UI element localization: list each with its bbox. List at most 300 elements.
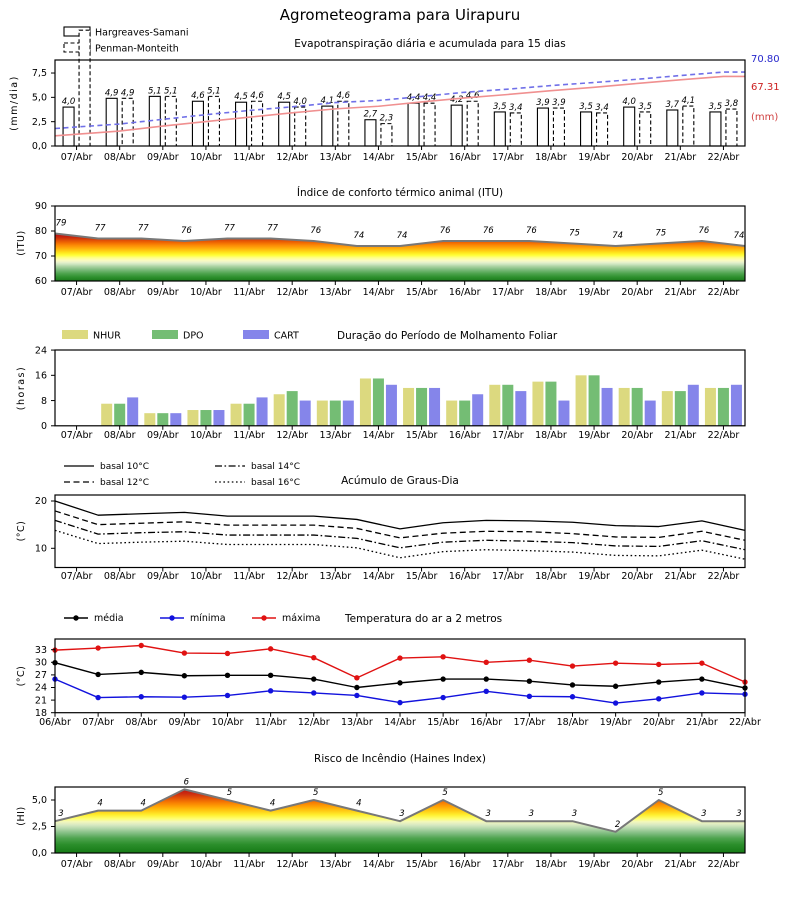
value-label: 3 — [701, 809, 707, 820]
eto-value-label: 3,8 — [724, 99, 739, 110]
x-tick-label: 14/Abr — [362, 859, 395, 870]
legend-label-penman: Penman-Monteith — [95, 43, 179, 55]
x-tick-label: 13/Abr — [319, 571, 352, 582]
eto-bar-hs — [106, 98, 117, 146]
eto-value-label: 5,1 — [148, 86, 162, 97]
temp-marker — [182, 650, 187, 655]
temp-marker — [397, 680, 402, 685]
eto-value-label: 3,4 — [509, 102, 523, 113]
eto-value-label: 4,0 — [622, 97, 636, 108]
temp-marker — [440, 695, 445, 700]
y-tick-label: 0,0 — [31, 848, 47, 860]
x-tick-label: 11/Abr — [254, 717, 287, 728]
y-tick-label: 7,5 — [31, 68, 47, 80]
eto-value-label: 4,6 — [465, 91, 480, 102]
eto-value-label: 2,7 — [363, 109, 378, 120]
y-tick-label: 33 — [34, 644, 47, 656]
legend-label-1: mínima — [190, 613, 226, 624]
x-tick-label: 13/Abr — [319, 152, 352, 163]
eto-value-label: 4,6 — [250, 91, 264, 102]
eto-bar-hs — [624, 107, 635, 146]
x-tick-label: 10/Abr — [190, 430, 222, 441]
chart-title-evapotranspiracao: Evapotranspiração diária e acumulada para 15 dias — [294, 38, 566, 50]
x-tick-label: 12/Abr — [276, 859, 309, 870]
legend-marker-1 — [169, 615, 174, 620]
eto-bar-hs — [365, 120, 376, 146]
x-tick-label: 08/Abr — [103, 571, 136, 582]
molhamento-bar-nhur — [619, 388, 630, 426]
temp-marker — [397, 655, 402, 660]
x-tick-label: 21/Abr — [664, 430, 697, 441]
eto-bar-hs — [451, 105, 462, 146]
legend-label-basal: basal 16°C — [251, 478, 301, 488]
molhamento-bar-nhur — [231, 404, 242, 426]
temp-marker — [440, 654, 445, 659]
temp-marker — [527, 679, 532, 684]
x-tick-label: 22/Abr — [707, 152, 740, 163]
x-tick-label: 15/Abr — [405, 571, 438, 582]
eto-value-label: 2,3 — [379, 113, 394, 124]
value-label: 3 — [485, 809, 491, 820]
x-tick-label: 20/Abr — [621, 152, 654, 163]
x-tick-label: 18/Abr — [535, 287, 567, 298]
molhamento-bar-dpo — [675, 391, 686, 426]
eto-bar-hs — [322, 106, 333, 146]
temp-marker — [95, 672, 100, 677]
eto-bar-pm — [467, 101, 478, 146]
chart-title-haines: Risco de Incêndio (Haines Index) — [314, 753, 486, 765]
x-tick-label: 20/Abr — [621, 430, 654, 441]
eto-value-label: 3,5 — [638, 101, 652, 112]
eto-bar-hs — [537, 108, 548, 146]
value-label: 75 — [569, 228, 580, 239]
annotation-mm-unit: (mm) — [751, 112, 779, 123]
molhamento-bar-nhur — [705, 388, 716, 426]
y-tick-label: 24 — [34, 345, 47, 357]
molhamento-bar-dpo — [114, 404, 125, 426]
molhamento-bar-dpo — [200, 410, 211, 426]
x-tick-label: 10/Abr — [190, 287, 222, 298]
y-axis-label-eto: (mm/dia) — [9, 75, 20, 131]
temp-marker — [527, 658, 532, 663]
chart-itu — [16, 186, 745, 298]
legend-swatch-cart — [243, 330, 269, 339]
x-tick-label: 18/Abr — [535, 152, 567, 163]
x-tick-label: 12/Abr — [276, 430, 309, 441]
x-tick-label: 12/Abr — [276, 152, 309, 163]
molhamento-bar-nhur — [360, 378, 371, 425]
eto-bar-pm — [165, 96, 176, 146]
x-tick-label: 17/Abr — [491, 571, 524, 582]
temp-marker — [268, 673, 273, 678]
y-axis-label-molhamento: (horas) — [16, 365, 27, 411]
x-tick-label: 17/Abr — [491, 152, 524, 163]
temp-marker — [225, 651, 230, 656]
value-label: 4 — [269, 798, 276, 809]
eto-bar-pm — [553, 108, 564, 146]
x-tick-label: 15/Abr — [427, 717, 459, 728]
x-tick-label: 21/Abr — [664, 571, 697, 582]
molhamento-bar-dpo — [632, 388, 643, 426]
x-tick-label: 15/Abr — [405, 287, 438, 298]
x-tick-label: 19/Abr — [578, 571, 610, 582]
molhamento-bar-dpo — [244, 404, 255, 426]
main-title: Agrometeograma para Uirapuru — [279, 6, 521, 24]
molhamento-bar-dpo — [330, 401, 341, 426]
y-tick-label: 0,0 — [31, 141, 47, 153]
temp-marker — [613, 700, 618, 705]
x-tick-label: 19/Abr — [578, 859, 610, 870]
y-axis-label-haines: (HI) — [16, 806, 27, 826]
y-tick-label: 70 — [34, 251, 47, 263]
eto-bar-hs — [494, 112, 505, 146]
molhamento-bar-cart — [558, 401, 569, 426]
molhamento-bar-dpo — [718, 388, 729, 426]
y-tick-label: 24 — [34, 682, 47, 694]
eto-bar-pm — [726, 109, 737, 146]
eto-value-label: 4,4 — [406, 93, 421, 104]
value-label: 6 — [183, 777, 190, 788]
y-tick-label: 18 — [34, 707, 47, 719]
temp-marker — [440, 676, 445, 681]
molhamento-bar-cart — [300, 401, 311, 426]
x-tick-label: 07/Abr — [60, 430, 93, 441]
x-tick-label: 16/Abr — [448, 430, 481, 441]
x-tick-label: 21/Abr — [664, 859, 697, 870]
chart-title-graus-dia: Acúmulo de Graus-Dia — [341, 475, 459, 487]
molhamento-bar-nhur — [187, 410, 198, 426]
value-label: 5 — [313, 788, 319, 798]
value-label: 77 — [137, 223, 149, 234]
molhamento-bar-cart — [731, 385, 742, 426]
annotation-cumulative-hs: 67.31 — [751, 82, 780, 93]
value-label: 76 — [310, 226, 322, 236]
temp-marker — [268, 646, 273, 651]
temp-marker — [656, 662, 661, 667]
value-label: 3 — [571, 809, 578, 820]
molhamento-bar-nhur — [101, 404, 112, 426]
x-tick-label: 11/Abr — [233, 571, 265, 582]
temp-marker — [95, 695, 100, 700]
x-tick-label: 22/Abr — [707, 859, 740, 870]
x-tick-label: 20/Abr — [642, 717, 675, 728]
eto-value-label: 3,5 — [708, 101, 723, 112]
x-tick-label: 10/Abr — [190, 859, 222, 870]
y-tick-label: 8 — [40, 395, 47, 407]
eto-bar-pm — [252, 101, 263, 146]
molhamento-bar-dpo — [545, 382, 556, 426]
value-label: 77 — [224, 223, 235, 234]
temp-line — [55, 646, 745, 683]
molhamento-bar-cart — [343, 401, 354, 426]
x-tick-label: 16/Abr — [448, 571, 481, 582]
x-tick-label: 17/Abr — [491, 287, 524, 298]
legend-label-hargreaves: Hargreaves-Samani — [95, 27, 189, 39]
x-tick-label: 19/Abr — [578, 430, 610, 441]
temp-marker — [613, 660, 618, 665]
temp-marker — [182, 694, 187, 699]
eto-value-label: 3,4 — [595, 102, 609, 113]
x-tick-label: 13/Abr — [319, 859, 352, 870]
y-tick-label: 5,0 — [31, 795, 47, 807]
legend-label-2: máxima — [282, 613, 321, 624]
x-tick-label: 10/Abr — [211, 717, 244, 728]
eto-value-label: 4,1 — [320, 96, 335, 107]
eto-value-label: 4,9 — [120, 88, 135, 99]
x-tick-label: 14/Abr — [384, 717, 416, 728]
molhamento-bar-dpo — [287, 391, 298, 426]
eto-value-label: 4,1 — [681, 96, 696, 107]
temp-marker — [570, 682, 575, 687]
eto-value-label: 4,2 — [449, 95, 464, 106]
chart-haines — [16, 753, 745, 870]
chart-graus-dia — [16, 462, 745, 582]
x-tick-label: 10/Abr — [190, 571, 222, 582]
temp-marker — [311, 676, 316, 681]
eto-bar-hs — [667, 110, 678, 146]
molhamento-bar-cart — [645, 401, 656, 426]
x-tick-label: 15/Abr — [405, 859, 438, 870]
graus-dia-solid — [55, 501, 745, 530]
y-tick-label: 2,5 — [31, 821, 47, 833]
y-axis-label-itu: (ITU) — [16, 230, 27, 256]
temp-marker — [484, 689, 489, 694]
y-tick-label: 27 — [34, 670, 47, 682]
temp-marker — [182, 673, 187, 678]
eto-bar-pm — [640, 112, 651, 146]
chart-temperatura — [16, 613, 761, 728]
temp-marker — [139, 694, 144, 699]
legend-marker-2 — [261, 615, 266, 620]
temp-marker — [139, 670, 144, 675]
x-tick-label: 09/Abr — [146, 287, 179, 298]
molhamento-bar-cart — [429, 388, 440, 426]
temp-marker — [570, 663, 575, 668]
temp-marker — [656, 696, 661, 701]
eto-value-label: 4,5 — [234, 92, 248, 103]
y-tick-label: 0 — [40, 421, 47, 432]
value-label: 76 — [439, 226, 451, 236]
y-tick-label: 16 — [34, 370, 47, 382]
value-label: 75 — [655, 228, 667, 239]
x-tick-label: 15/Abr — [405, 152, 438, 163]
eto-bar-pm — [424, 103, 435, 146]
legend-label-basal: basal 12°C — [100, 478, 150, 488]
y-tick-label: 5,0 — [31, 92, 47, 104]
molhamento-bar-nhur — [489, 385, 500, 426]
molhamento-bar-dpo — [416, 388, 427, 426]
x-tick-label: 07/Abr — [82, 717, 114, 728]
chart-molhamento — [16, 330, 745, 441]
value-label: 76 — [180, 226, 192, 236]
molhamento-bar-cart — [472, 394, 483, 426]
molhamento-bar-cart — [688, 385, 699, 426]
temp-marker — [311, 655, 316, 660]
x-tick-label: 18/Abr — [556, 717, 589, 728]
legend-marker-0 — [73, 615, 78, 620]
eto-bar-pm — [381, 124, 392, 146]
x-tick-label: 09/Abr — [146, 571, 179, 582]
eto-value-label: 3,5 — [579, 101, 593, 112]
x-tick-label: 09/Abr — [146, 430, 179, 441]
y-tick-label: 20 — [34, 496, 47, 508]
molhamento-bar-cart — [170, 413, 181, 426]
temp-marker — [139, 643, 144, 648]
x-tick-label: 21/Abr — [664, 287, 697, 298]
value-label: 3 — [736, 809, 742, 820]
y-tick-label: 30 — [34, 657, 47, 669]
y-tick-label: 60 — [34, 276, 47, 288]
graus-dia-plot-frame — [55, 495, 745, 568]
temp-marker — [527, 694, 532, 699]
x-tick-label: 09/Abr — [168, 717, 201, 728]
x-tick-label: 21/Abr — [664, 152, 697, 163]
value-label: 76 — [525, 226, 537, 236]
molhamento-bar-dpo — [459, 401, 470, 426]
y-tick-label: 10 — [34, 543, 47, 555]
eto-bar-hs — [279, 102, 290, 146]
chart-title-molhamento: Duração do Período de Molhamento Foliar — [337, 330, 558, 342]
y-tick-label: 21 — [34, 695, 47, 707]
chart-title-itu: Índice de conforto térmico animal (ITU) — [296, 187, 504, 199]
temp-marker — [268, 688, 273, 693]
x-tick-label: 17/Abr — [491, 859, 524, 870]
x-tick-label: 08/Abr — [103, 152, 136, 163]
value-label: 77 — [267, 223, 279, 234]
molhamento-bar-cart — [213, 410, 224, 426]
legend-swatch-nhur — [62, 330, 88, 339]
eto-value-label: 4,4 — [422, 93, 437, 104]
x-tick-label: 07/Abr — [60, 287, 93, 298]
annotation-cumulative-pm: 70.80 — [751, 54, 780, 65]
x-tick-label: 13/Abr — [319, 287, 352, 298]
eto-bar-hs — [581, 112, 592, 146]
molhamento-bar-cart — [257, 397, 268, 425]
eto-value-label: 3,5 — [493, 101, 507, 112]
molhamento-bar-cart — [602, 388, 613, 426]
temp-marker — [699, 676, 704, 681]
eto-value-label: 4,5 — [277, 92, 291, 103]
eto-value-label: 5,1 — [207, 86, 221, 97]
x-tick-label: 11/Abr — [233, 859, 265, 870]
eto-bar-hs — [408, 103, 419, 146]
eto-bar-pm — [597, 113, 608, 146]
value-label: 3 — [399, 809, 405, 820]
x-tick-label: 11/Abr — [233, 152, 265, 163]
eto-value-label: 4,0 — [293, 97, 307, 108]
x-tick-label: 21/Abr — [686, 717, 718, 728]
eto-bar-pm — [79, 30, 90, 146]
x-tick-label: 15/Abr — [405, 430, 438, 441]
value-label: 5 — [658, 788, 664, 798]
value-label: 4 — [356, 798, 362, 809]
value-label: 79 — [55, 218, 67, 229]
molhamento-bar-nhur — [274, 394, 285, 426]
y-tick-label: 90 — [34, 201, 47, 213]
temp-marker — [570, 694, 575, 699]
eto-value-label: 4,0 — [61, 97, 76, 108]
value-label: 74 — [733, 231, 745, 241]
chart-title-temperatura: Temperatura do ar a 2 metros — [345, 613, 503, 625]
temp-marker — [656, 679, 661, 684]
x-tick-label: 20/Abr — [621, 859, 654, 870]
x-tick-label: 22/Abr — [707, 571, 740, 582]
x-tick-label: 14/Abr — [362, 152, 395, 163]
eto-value-label: 4,6 — [191, 91, 205, 102]
legend-label-0: média — [94, 613, 124, 624]
eto-bar-pm — [510, 113, 521, 146]
value-label: 3 — [528, 809, 535, 820]
x-tick-label: 17/Abr — [491, 430, 524, 441]
x-tick-label: 20/Abr — [621, 287, 654, 298]
x-tick-label: 19/Abr — [578, 152, 610, 163]
y-tick-label: 2,5 — [31, 116, 47, 128]
x-tick-label: 09/Abr — [146, 859, 179, 870]
x-tick-label: 22/Abr — [729, 717, 761, 728]
x-tick-label: 07/Abr — [60, 152, 93, 163]
eto-value-label: 3,7 — [665, 99, 680, 110]
molhamento-bar-cart — [386, 385, 397, 426]
molhamento-bar-nhur — [576, 375, 587, 425]
molhamento-bar-nhur — [317, 401, 328, 426]
eto-value-label: 3,9 — [552, 98, 566, 109]
legend-label-dpo: DPO — [183, 330, 204, 342]
molhamento-bar-nhur — [662, 391, 673, 426]
value-label: 4 — [97, 798, 103, 809]
value-label: 77 — [94, 223, 106, 234]
temp-marker — [397, 700, 402, 705]
x-tick-label: 18/Abr — [535, 430, 567, 441]
temp-marker — [354, 693, 359, 698]
y-axis-label-temperatura: (°C) — [16, 665, 27, 687]
molhamento-bar-cart — [127, 397, 138, 425]
graus-dia-dotted — [55, 530, 745, 559]
x-tick-label: 18/Abr — [535, 571, 567, 582]
x-tick-label: 22/Abr — [707, 287, 740, 298]
x-tick-label: 08/Abr — [103, 287, 136, 298]
x-tick-label: 13/Abr — [319, 430, 352, 441]
eto-value-label: 4,6 — [336, 91, 351, 102]
temp-marker — [95, 645, 100, 650]
x-tick-label: 17/Abr — [513, 717, 546, 728]
y-axis-label-graus-dia: (°C) — [16, 520, 27, 542]
temp-marker — [484, 660, 489, 665]
value-label: 4 — [140, 798, 146, 809]
graus-dia-dashdot — [55, 520, 745, 549]
x-tick-label: 19/Abr — [599, 717, 632, 728]
eto-value-label: 4,9 — [104, 88, 119, 99]
x-tick-label: 06/Abr — [39, 717, 71, 728]
x-tick-label: 16/Abr — [448, 287, 481, 298]
legend-label-basal: basal 14°C — [251, 462, 301, 472]
legend-label-basal: basal 10°C — [100, 462, 150, 472]
value-label: 74 — [396, 231, 408, 241]
molhamento-bar-nhur — [446, 401, 457, 426]
value-label: 5 — [442, 788, 448, 798]
temp-marker — [225, 673, 230, 678]
value-label: 76 — [698, 226, 710, 236]
x-tick-label: 14/Abr — [362, 287, 395, 298]
x-tick-label: 16/Abr — [470, 717, 503, 728]
molhamento-bar-dpo — [589, 375, 600, 425]
x-tick-label: 13/Abr — [341, 717, 373, 728]
legend-swatch-dpo — [152, 330, 178, 339]
molhamento-bar-dpo — [373, 378, 384, 425]
value-label: 74 — [612, 231, 624, 241]
eto-value-label: 5,1 — [164, 86, 178, 97]
molhamento-bar-nhur — [532, 382, 543, 426]
value-label: 3 — [58, 809, 64, 820]
